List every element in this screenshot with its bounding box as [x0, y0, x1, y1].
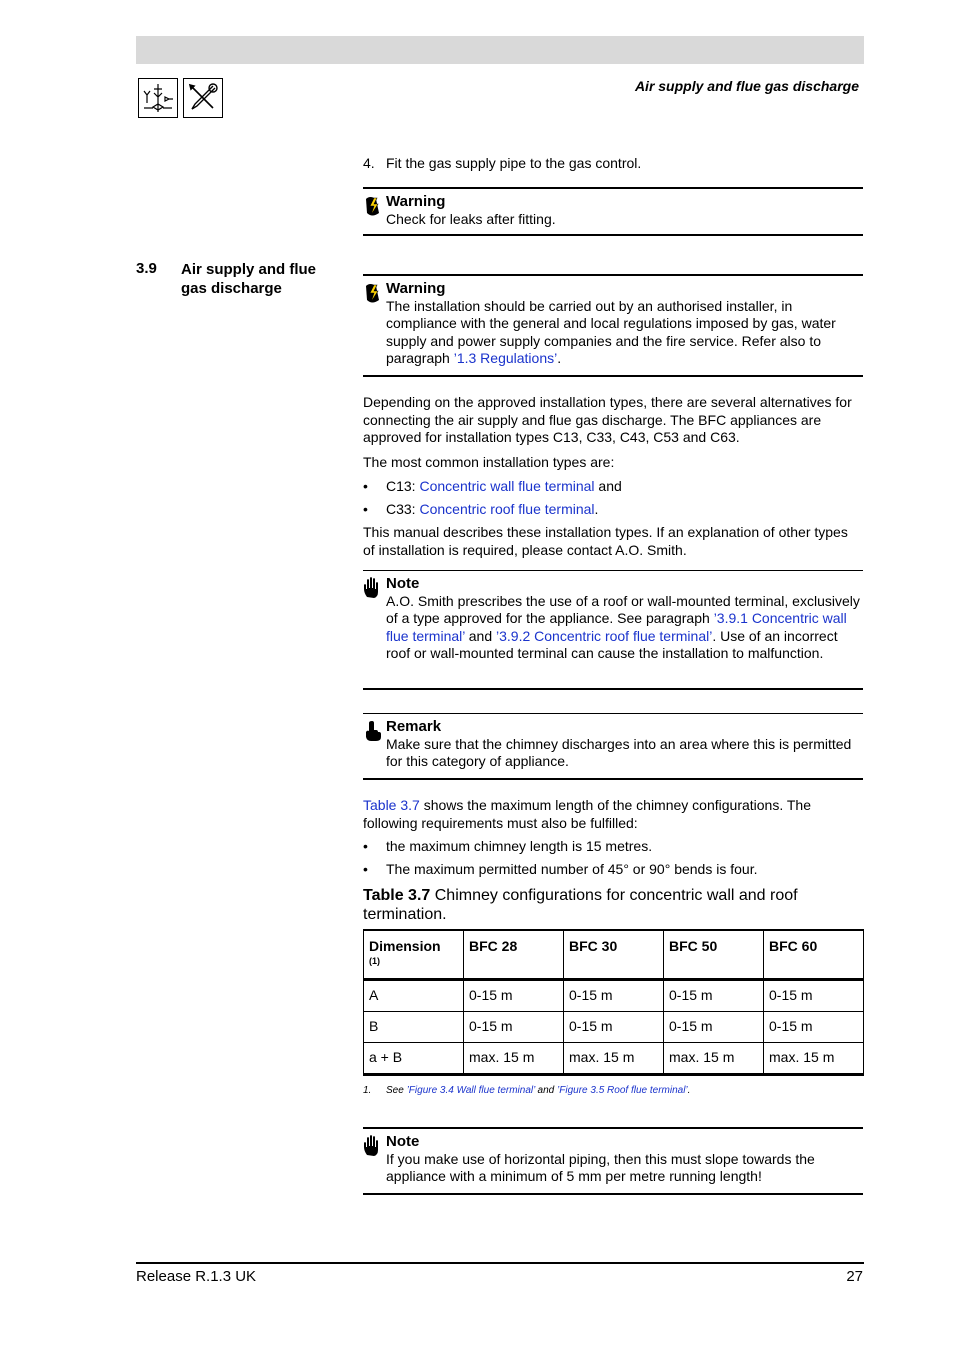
bullet-max-length: • the maximum chimney length is 15 metres.: [363, 838, 863, 856]
remark-callout: [363, 713, 863, 780]
table-row: [364, 980, 864, 1012]
table-cell: 0-15 m: [564, 1012, 664, 1043]
figure-3-4-link[interactable]: ’Figure 3.4 Wall flue terminal’: [406, 1085, 535, 1096]
table-3-7-link[interactable]: Table 3.7: [363, 797, 420, 813]
hand-icon: [363, 1135, 383, 1157]
table-header-cell: BFC 60: [764, 930, 864, 980]
table-header-row: [364, 930, 864, 980]
warning-title: Warning: [386, 193, 446, 210]
table-cell: B: [364, 1012, 464, 1043]
section-title: Air supply and flue gas discharge: [181, 261, 317, 297]
step-text: Fit the gas supply pipe to the gas control.: [386, 155, 642, 171]
note-body: If you make use of horizontal piping, then this must slope towards the appliance with a minimum of 5 mm per metre running length!: [386, 1150, 815, 1184]
note-callout-2: [363, 1127, 863, 1195]
installer-icon: [138, 78, 178, 118]
intro-text: [363, 394, 863, 559]
note-body: A.O. Smith prescribes the use of a roof or wall-mounted terminal, exclusively of a type approved for the appliance. See paragraph ’3.9.1 Concentric wall flue terminal’ and ’3.9.2 Concentric roof flue terminal’. Use of an incorrect roof or wall-mounted terminal can cause the installation to malfunction.: [386, 592, 860, 661]
table-header-cell: BFC 50: [664, 930, 764, 980]
section-3-9-1-link[interactable]: ’3.9.1 Concentric wall flue terminal’: [386, 610, 847, 644]
warning-body: Check for leaks after fitting.: [386, 210, 556, 227]
section-number: 3.9: [136, 260, 157, 277]
running-header: Air supply and flue gas discharge: [634, 78, 859, 94]
chimney-paragraph: Table 3.7 shows the maximum length of the chimney configurations. The following requirements must also be fulfilled:: [363, 797, 811, 831]
table-header-cell: BFC 30: [564, 930, 664, 980]
figure-3-5-link[interactable]: ’Figure 3.5 Roof flue terminal’: [557, 1085, 688, 1096]
header-icons: [138, 78, 223, 118]
bullet-c33: • C33: Concentric roof flue terminal.: [363, 501, 863, 519]
warning-title: Warning: [386, 280, 446, 297]
warning-body: The installation should be carried out by an authorised installer, in compliance with the general and local regulations imposed by gas, water supply and power supply companies and the fire service. Refer also to paragraph ’1.3 Regulations’.: [386, 297, 836, 366]
table-cell: 0-15 m: [564, 980, 664, 1012]
intro-paragraph-1: Depending on the approved installation types, there are several alternatives for connecting the air supply and flue gas discharge. The BFC appliances are approved for installation types C13, C33, C43, C53 and C63.: [363, 394, 852, 445]
table-cell: max. 15 m: [464, 1043, 564, 1075]
note-callout-1: [363, 570, 863, 690]
bullet-bends: • The maximum permitted number of 45° or 90° bends is four.: [363, 861, 863, 879]
regulations-link[interactable]: ’1.3 Regulations’: [453, 350, 558, 366]
note-title: Note: [386, 1133, 420, 1150]
table-cell: 0-15 m: [464, 1012, 564, 1043]
chimney-text: [363, 797, 863, 924]
warning-callout-2: [363, 274, 863, 377]
bullet-c13: • C13: Concentric wall flue terminal and: [363, 478, 863, 496]
note-title: Note: [386, 575, 420, 592]
warning-icon: [363, 195, 383, 217]
table-cell: max. 15 m: [564, 1043, 664, 1075]
chimney-table: [363, 929, 864, 1076]
table-row: [364, 1012, 864, 1043]
hand-icon: [363, 577, 383, 599]
wall-terminal-link[interactable]: Concentric wall flue terminal: [419, 478, 595, 494]
table-footnote: 1. See ’Figure 3.4 Wall flue terminal’ and ’Figure 3.5 Roof flue terminal’.: [363, 1085, 691, 1096]
step-4: [363, 155, 641, 173]
page-number: 27: [846, 1268, 863, 1285]
pointing-hand-icon: [363, 720, 383, 742]
footer-rule: [136, 1262, 864, 1264]
release-label: Release R.1.3 UK: [136, 1268, 257, 1285]
table-cell: 0-15 m: [664, 1012, 764, 1043]
table-cell: max. 15 m: [764, 1043, 864, 1075]
table-cell: max. 15 m: [664, 1043, 764, 1075]
intro-paragraph-3: This manual describes these installation types. If an explanation of other types of installation is required, please contact A.O. Smith.: [363, 524, 848, 558]
step-number: 4.: [363, 155, 375, 171]
roof-terminal-link[interactable]: Concentric roof flue terminal: [419, 500, 595, 517]
table-cell: A: [364, 980, 464, 1012]
remark-title: Remark: [386, 718, 442, 735]
remark-body: Make sure that the chimney discharges into an area where this is permitted for this category of appliance.: [386, 735, 852, 769]
table-cell: a + B: [364, 1043, 464, 1075]
section-3-9-2-link[interactable]: ’3.9.2 Concentric roof flue terminal’: [496, 627, 713, 644]
table-header-cell: BFC 28: [464, 930, 564, 980]
warning-callout-1: [363, 187, 863, 236]
intro-paragraph-2: The most common installation types are:: [363, 453, 615, 470]
header-bar: [136, 36, 864, 64]
table-cell: 0-15 m: [764, 1012, 864, 1043]
table-cell: 0-15 m: [664, 980, 764, 1012]
table-cell: 0-15 m: [764, 980, 864, 1012]
table-header-cell: Dimension (1): [364, 930, 464, 980]
table-caption: Table 3.7 Chimney configurations for concentric wall and roof termination.: [363, 887, 798, 923]
tools-icon: [183, 78, 223, 118]
warning-icon: [363, 282, 383, 304]
table-cell: 0-15 m: [464, 980, 564, 1012]
table-row: [364, 1043, 864, 1075]
